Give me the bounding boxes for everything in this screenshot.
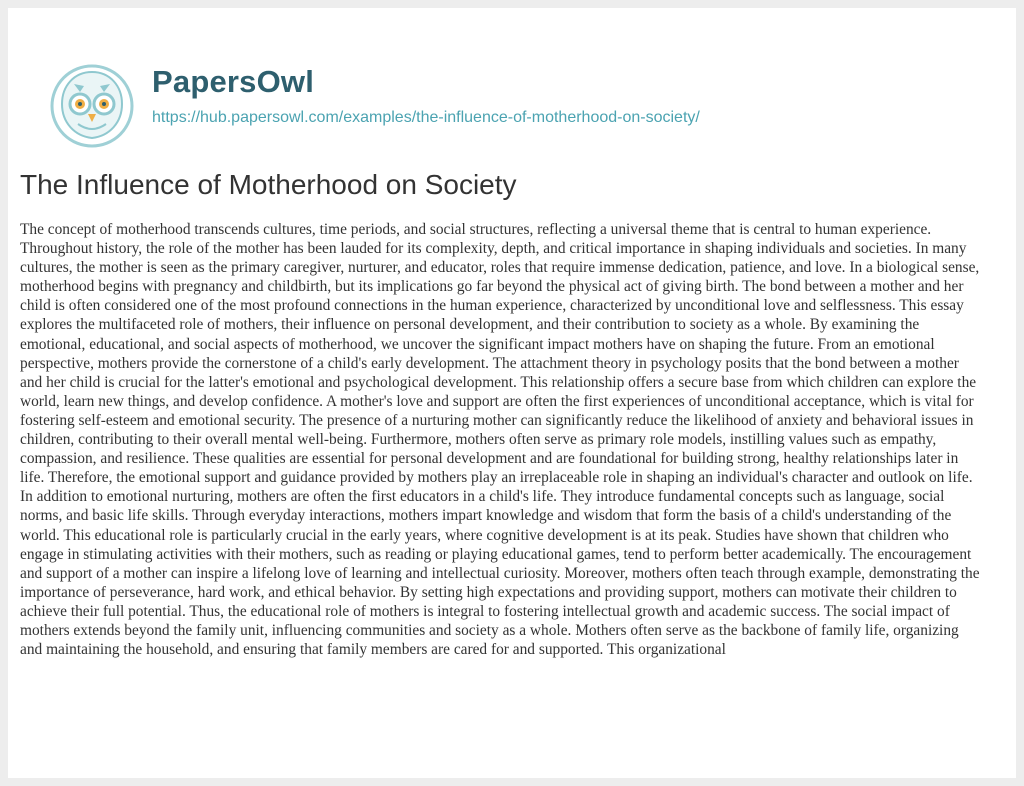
header <box>48 62 948 152</box>
document-page <box>8 8 1016 778</box>
brand-name: PapersOwl <box>152 64 315 99</box>
essay-body: The concept of motherhood transcends cultures, time periods, and social structures, reflecting a universal theme that is central to human experience. Throughout history, the role of the mother has been lauded for its complexity, depth, and critical importance in shaping individuals and societies. In many cultures, the mother is seen as the primary caregiver, nurturer, and educator, roles that require immense dedication, patience, and love. In a biological sense, motherhood begins with pregnancy and childbirth, but its implications go far beyond the physical act of giving birth. The bond between a mother and her child is often considered one of the most profound connections in the human experience, characterized by unconditional love and selflessness. This essay explores the multifaceted role of mothers, their influence on personal development, and their contribution to society as a whole. By examining the emotional, educational, and social aspects of motherhood, we uncover the significant impact mothers have on shaping the future. From an emotional perspective, mothers provide the cornerstone of a child's early development. The attachment theory in psychology posits that the bond between a mother and her child is crucial for the latter's emotional and psychological development. This relationship offers a secure base from which children can explore the world, learn new things, and develop confidence. A mother's love and support are often the first experiences of unconditional acceptance, which is vital for fostering self-esteem and emotional security. The presence of a nurturing mother can significantly reduce the likelihood of anxiety and behavioral issues in children, contributing to their overall mental well-being. Furthermore, mothers often serve as primary role models, instilling values such as empathy, compassion, and resilience. These qualities are essential for personal development and are foundational for building strong, healthy relationships later in life. Therefore, the emotional support and guidance provided by mothers play an irreplaceable role in shaping an individual's character and outlook on life. In addition to emotional nurturing, mothers are often the first educators in a child's life. They introduce fundamental concepts such as language, social norms, and basic life skills. Through everyday interactions, mothers impart knowledge and wisdom that form the basis of a child's understanding of the world. This educational role is particularly crucial in the early years, where cognitive development is at its peak. Studies have shown that children who engage in stimulating activities with their mothers, such as reading or playing educational games, tend to perform better academically. The encouragement and support of a mother can inspire a lifelong love of learning and intellectual curiosity. Moreover, mothers often teach through example, demonstrating the importance of perseverance, hard work, and ethical behavior. By setting high expectations and providing support, mothers can motivate their children to achieve their full potential. Thus, the educational role of mothers is integral to fostering intellectual growth and academic success. The social impact of mothers extends beyond the family unit, influencing communities and society as a whole. Mothers often serve as the backbone of family life, organizing and maintaining the household, and ensuring that family members are cared for and supported. This organizational <box>20 221 980 659</box>
essay-title: The Influence of Motherhood on Society <box>20 169 517 200</box>
source-url-link[interactable]: https://hub.papersowl.com/examples/the-influence-of-motherhood-on-society/ <box>152 109 700 126</box>
owl-logo-icon <box>48 62 136 150</box>
